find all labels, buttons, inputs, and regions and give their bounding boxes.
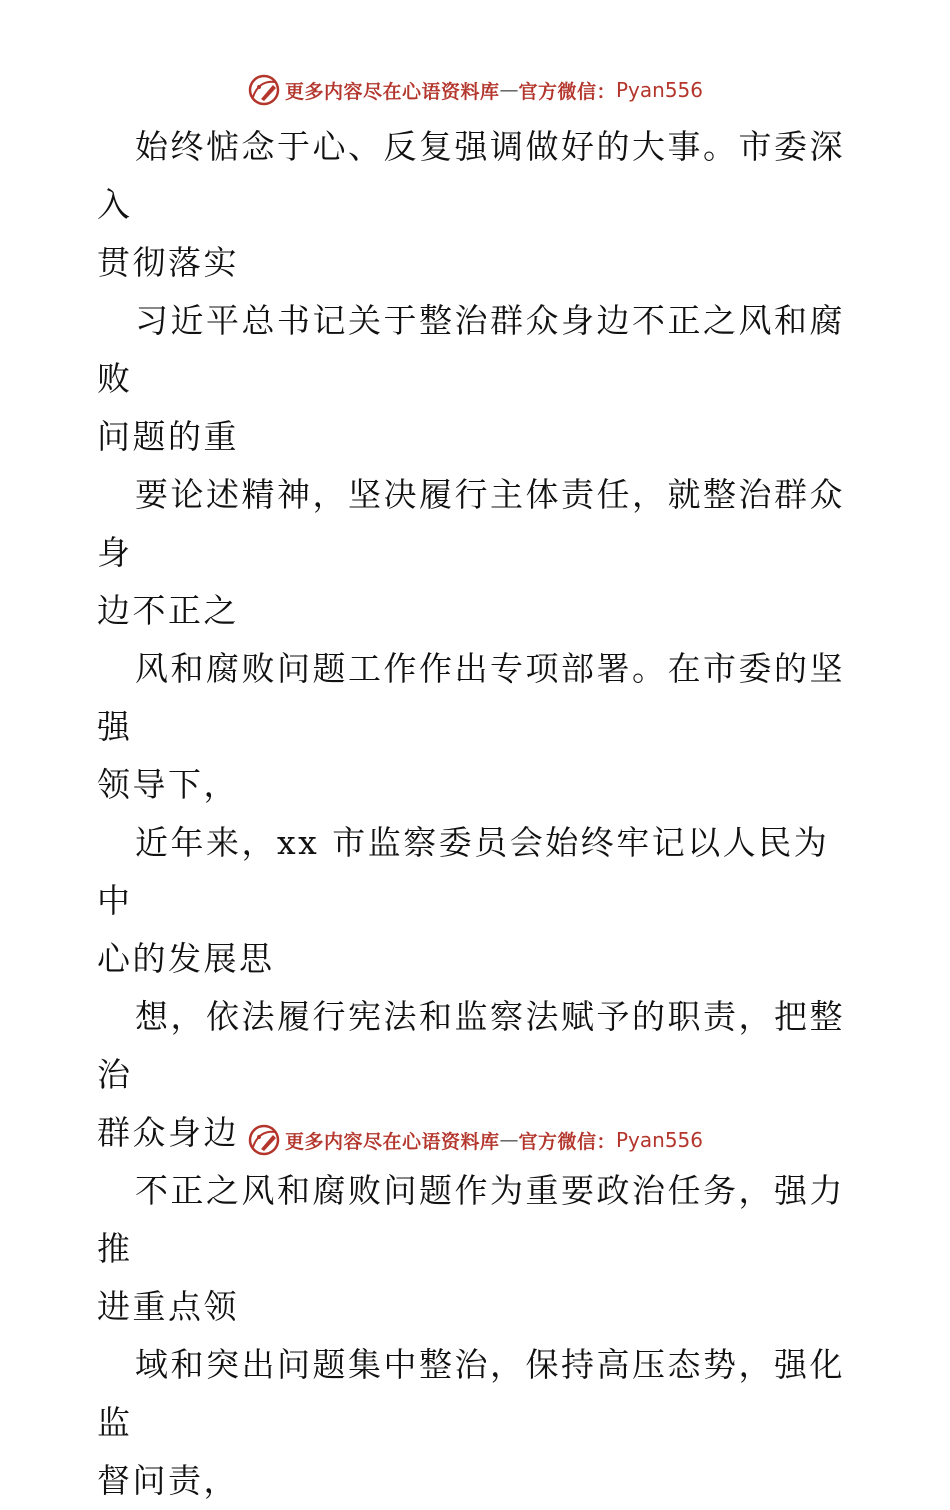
- line-rest: 群众身边: [97, 1113, 239, 1152]
- footer-watermark: [0, 1120, 950, 1160]
- footer-wechat-id: Pyan556: [616, 1128, 704, 1152]
- body-paragraph: [97, 466, 857, 640]
- pen-logo-icon: [247, 1123, 281, 1157]
- line-rest: 督问责，: [97, 1461, 239, 1500]
- body-paragraph: [97, 1162, 857, 1336]
- line-first: 要论述精神，坚决履行主体责任，就整治群众身: [97, 475, 845, 572]
- body-paragraph: [97, 1336, 857, 1510]
- line-rest: 心的发展思: [97, 939, 275, 978]
- body-paragraph: [97, 640, 857, 814]
- footer-wechat-label: 官方微信：: [518, 1130, 616, 1153]
- header-site-text: 更多内容尽在心语资料库: [284, 80, 500, 103]
- body-paragraph: [97, 814, 857, 988]
- footer-separator: —: [499, 1129, 519, 1151]
- line-rest: 问题的重: [97, 417, 239, 456]
- line-first: 不正之风和腐败问题作为重要政治任务，强力推: [97, 1171, 845, 1268]
- line-first: 近年来，xx 市监察委员会始终牢记以人民为中: [97, 823, 830, 920]
- line-rest: 贯彻落实: [97, 243, 239, 282]
- line-first: 始终惦念于心、反复强调做好的大事。市委深入: [97, 127, 845, 224]
- line-rest: 领导下，: [97, 765, 239, 804]
- header-wechat-label: 官方微信：: [518, 80, 616, 103]
- body-paragraph: [97, 292, 857, 466]
- header-separator: —: [499, 79, 519, 101]
- footer-site-text: 更多内容尽在心语资料库: [284, 1130, 500, 1153]
- header-wechat-id: Pyan556: [616, 78, 704, 102]
- line-first: 习近平总书记关于整治群众身边不正之风和腐败: [97, 301, 845, 398]
- pen-logo-icon: [247, 73, 281, 107]
- document-body: [97, 118, 857, 1510]
- body-paragraph: [97, 118, 857, 292]
- line-first: 风和腐败问题工作作出专项部署。在市委的坚强: [97, 649, 845, 746]
- header-watermark: [0, 70, 950, 110]
- line-first: 域和突出问题集中整治，保持高压态势，强化监: [97, 1345, 845, 1442]
- line-rest: 边不正之: [97, 591, 239, 630]
- line-first: 想，依法履行宪法和监察法赋予的职责，把整治: [97, 997, 845, 1094]
- line-rest: 进重点领: [97, 1287, 239, 1326]
